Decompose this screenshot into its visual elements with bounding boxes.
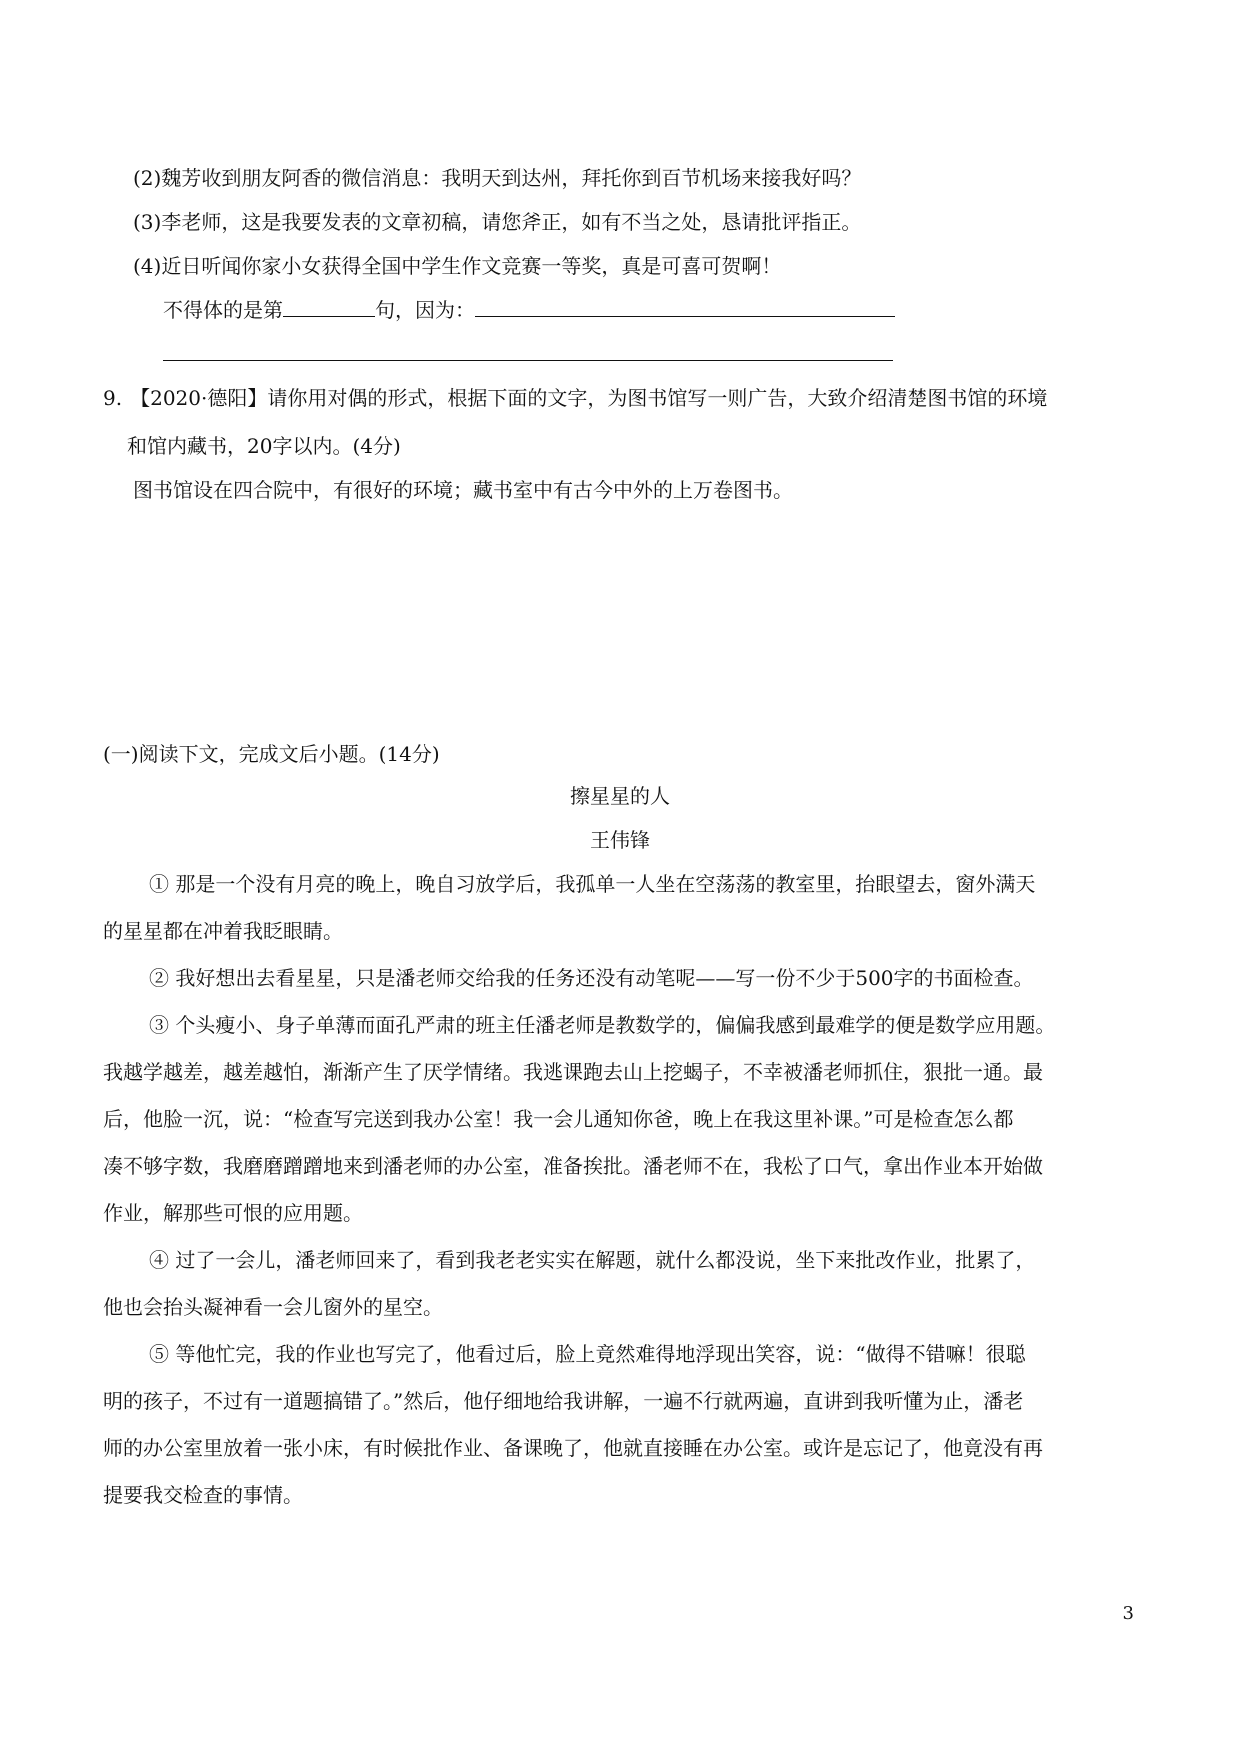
q9-number: 9. [103,386,123,410]
passage-line: 的星星都在冲着我眨眼睛。 [103,919,343,943]
answer-blank-reason-continued[interactable] [163,340,893,361]
answer-blank-reason[interactable] [475,296,895,317]
passage-line: ④ 过了一会儿，潘老师回来了，看到我老老实实在解题，就什么都没说，坐下来批改作业，批累了， [149,1248,1036,1272]
passage-line: 凑不够字数，我磨磨蹭蹭地来到潘老师的办公室，准备挨批。潘老师不在，我松了口气，拿出作业本开始做 [103,1154,1043,1178]
passage-line: 他也会抬头凝神看一会儿窗外的星空。 [103,1295,443,1319]
q9-prompt-line-2: 和馆内藏书，20字以内。(4分) [127,434,401,458]
passage-line: 提要我交检查的事情。 [103,1483,303,1507]
answer-blank-number[interactable] [283,296,375,317]
passage-line: 我越学越差，越差越怕，渐渐产生了厌学情绪。我逃课跑去山上挖蝎子，不幸被潘老师抓住，狠批一通。最 [103,1060,1043,1084]
q9-source: 【2020·德阳】 [130,386,268,410]
reading-intro: (一)阅读下文，完成文后小题。(14分) [103,742,440,766]
page-number: 3 [1122,1603,1134,1624]
passage-line: ⑤ 等他忙完，我的作业也写完了，他看过后，脸上竟然难得地浮现出笑容，说：“做得不错嘛！很聪 [149,1342,1026,1366]
passage-line: ③ 个头瘦小、身子单薄而面孔严肃的班主任潘老师是教数学的，偏偏我感到最难学的便是数学应用题。 [149,1013,1056,1037]
passage-line: ② 我好想出去看星星，只是潘老师交给我的任务还没有动笔呢——写一份不少于500字的书面检查。 [149,966,1034,990]
q8-answer-line-2 [163,340,893,368]
passage-line: 明的孩子，不过有一道题搞错了。”然后，他仔细地给我讲解，一遍不行就两遍，直讲到我听懂为止，潘老 [103,1389,1024,1413]
passage-line: 作业，解那些可恨的应用题。 [103,1201,363,1225]
passage-title: 擦星星的人 [570,784,670,808]
q8-item-4: (4)近日听闻你家小女获得全国中学生作文竞赛一等奖，真是可喜可贺啊！ [133,254,782,278]
q8-item-3: (3)李老师，这是我要发表的文章初稿，请您斧正，如有不当之处，恳请批评指正。 [133,210,862,234]
q9-prompt-line-1 [103,384,1047,412]
passage-line: ① 那是一个没有月亮的晚上，晚自习放学后，我孤单一人坐在空荡荡的教室里，抬眼望去，窗外满天 [149,872,1036,896]
q9-prompt: 请你用对偶的形式，根据下面的文字，为图书馆写一则广告，大致介绍清楚图书馆的环境 [267,386,1048,410]
q8-answer-line [163,296,895,324]
q8-item-2: (2)魏芳收到朋友阿香的微信消息：我明天到达州，拜托你到百节机场来接我好吗？ [133,166,862,190]
answer-mid: 句，因为： [375,298,475,322]
passage-author: 王伟锋 [590,828,650,852]
q9-material: 图书馆设在四合院中，有很好的环境；藏书室中有古今中外的上万卷图书。 [133,478,793,502]
passage-line: 师的办公室里放着一张小床，有时候批作业、备课晚了，他就直接睡在办公室。或许是忘记了，他竟没有再 [103,1436,1043,1460]
passage-line: 后，他脸一沉，说：“检查写完送到我办公室！我一会儿通知你爸，晚上在我这里补课。”可是检查怎么都 [103,1107,1014,1131]
answer-prefix: 不得体的是第 [163,298,283,322]
